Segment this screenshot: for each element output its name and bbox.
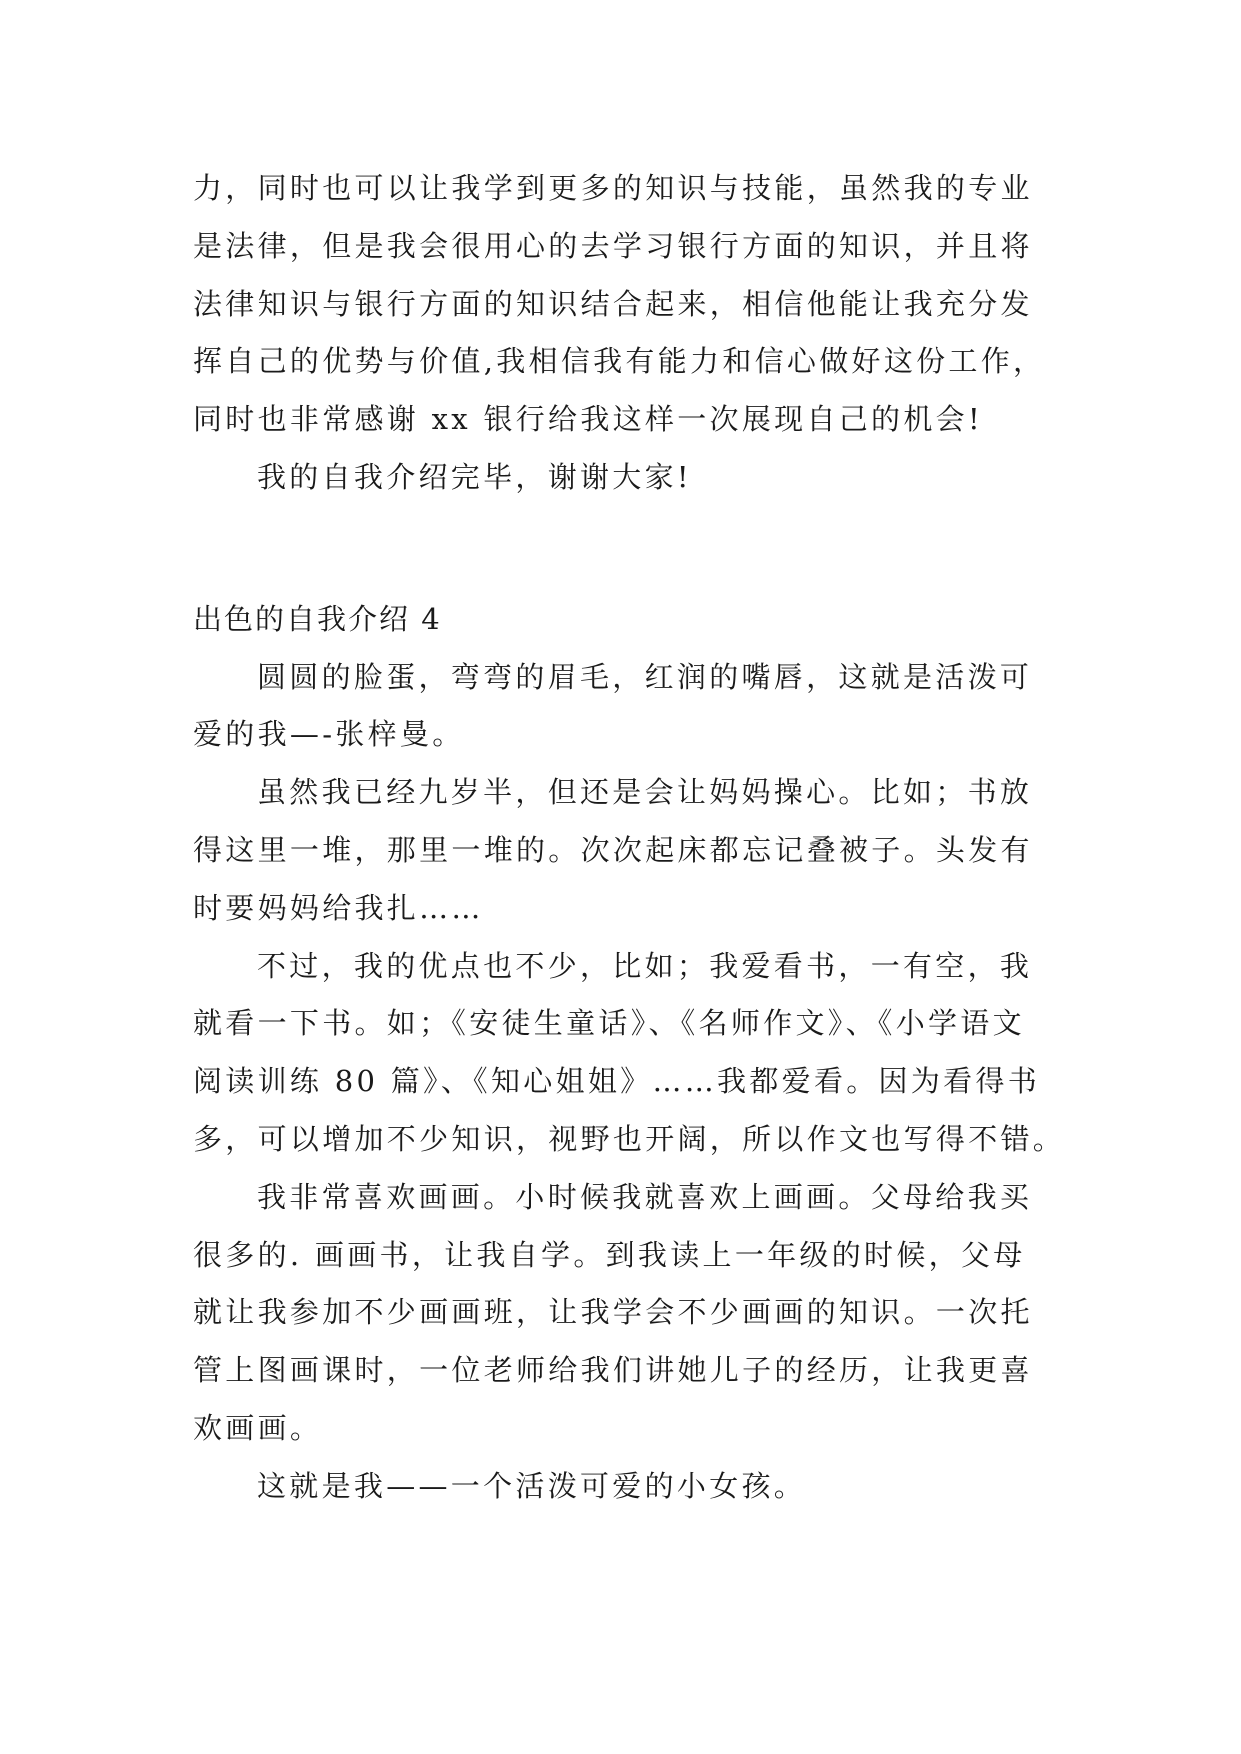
text-line: 爱的我—-张梓曼。 — [193, 717, 465, 752]
text-line: 同时也非常感谢 xx 银行给我这样一次展现自己的机会! — [193, 402, 983, 437]
text-line: 阅读训练 80 篇》、《知心姐姐》……我都爱看。因为看得书 — [193, 1064, 1041, 1099]
text-line-indented: 不过，我的优点也不少，比如；我爱看书，一有空，我 — [257, 948, 1033, 983]
text-line-indented: 圆圆的脸蛋，弯弯的眉毛，红润的嘴唇，这就是活泼可 — [257, 659, 1033, 694]
text-line: 时要妈妈给我扎…… — [193, 890, 484, 925]
text-line: 法律知识与银行方面的知识结合起来，相信他能让我充分发 — [193, 286, 1033, 321]
text-line: 管上图画课时，一位老师给我们讲她儿子的经历，让我更喜 — [193, 1353, 1033, 1388]
text-line: 很多的. 画画书，让我自学。到我读上一年级的时候，父母 — [193, 1237, 1026, 1272]
text-line-indented: 虽然我已经九岁半，但还是会让妈妈操心。比如；书放 — [257, 775, 1033, 810]
text-line-indented: 我的自我介绍完毕，谢谢大家! — [257, 459, 692, 494]
text-line: 多，可以增加不少知识，视野也开阔，所以作文也写得不错。 — [193, 1121, 1066, 1156]
text-line: 是法律，但是我会很用心的去学习银行方面的知识，并且将 — [193, 228, 1033, 263]
text-line: 力，同时也可以让我学到更多的知识与技能，虽然我的专业 — [193, 171, 1033, 205]
text-line-indented: 这就是我——一个活泼可爱的小女孩。 — [257, 1468, 807, 1503]
text-line: 欢画画。 — [193, 1410, 323, 1445]
text-line: 就看一下书。如；《安徒生童话》、《名师作文》、《小学语文 — [193, 1006, 1025, 1041]
section-gap — [193, 507, 1063, 591]
section-heading: 出色的自我介绍 4 — [193, 601, 442, 636]
text-line-indented: 我非常喜欢画画。小时候我就喜欢上画画。父母给我买 — [257, 1179, 1033, 1214]
document-body — [193, 160, 1066, 1516]
text-line: 挥自己的优势与价值,我相信我有能力和信心做好这份工作， — [193, 344, 1046, 379]
text-line: 得这里一堆，那里一堆的。次次起床都忘记叠被子。头发有 — [193, 832, 1033, 867]
text-line: 就让我参加不少画画班，让我学会不少画画的知识。一次托 — [193, 1295, 1033, 1330]
